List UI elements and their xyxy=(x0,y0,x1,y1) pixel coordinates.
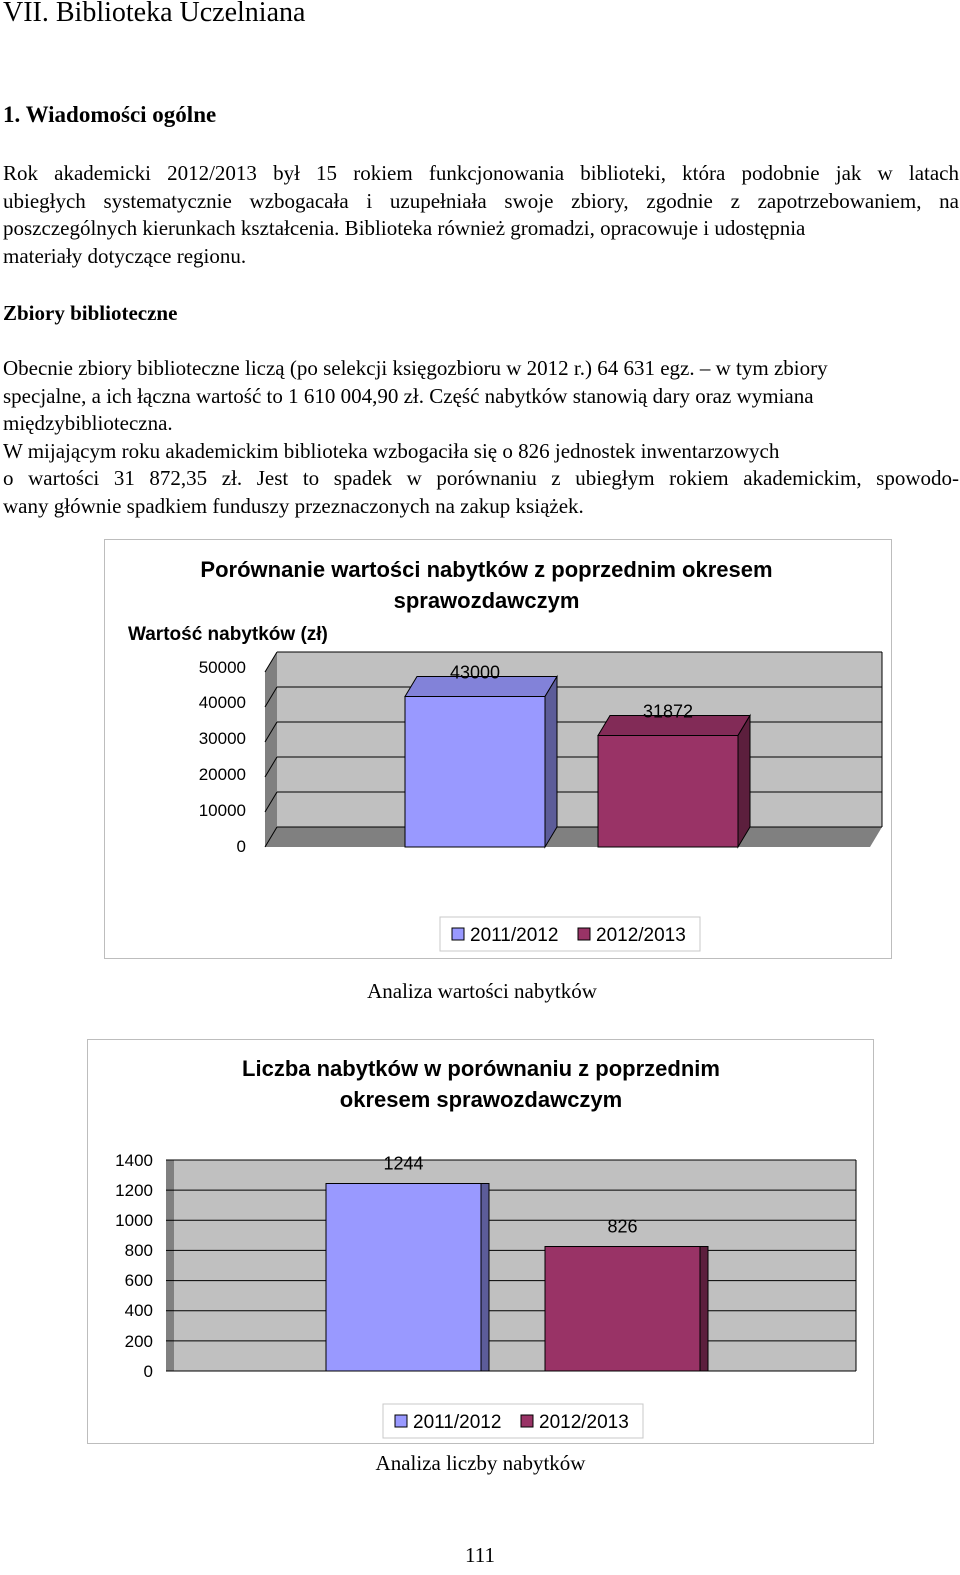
bar-side xyxy=(738,715,750,847)
y-tick-label: 200 xyxy=(124,1332,153,1351)
bar-side xyxy=(545,677,557,848)
paragraph-line: poszczególnych kierunkach kształcenia. Biblioteka również gromadzi, opracowuje i udostępnia xyxy=(3,216,806,240)
bar-2011-2012 xyxy=(326,1184,481,1371)
y-tick-label: 20000 xyxy=(198,765,246,784)
intro-paragraph xyxy=(3,160,959,270)
plot-back-wall xyxy=(277,652,882,827)
y-tick-label: 600 xyxy=(124,1271,153,1290)
bar-2011-2012 xyxy=(405,697,545,848)
section-heading: VII. Biblioteka Uczelniana xyxy=(3,0,306,28)
y-tick-label: 40000 xyxy=(198,693,246,712)
data-label: 43000 xyxy=(449,662,501,683)
chart-title-line: Porównanie wartości nabytków z poprzednim okresem xyxy=(200,557,773,582)
chart-title-line: Liczba nabytków w porównaniu z poprzednim xyxy=(242,1056,720,1081)
chart-title-line: sprawozdawczym xyxy=(393,588,580,613)
y-tick-label: 0 xyxy=(143,1362,153,1381)
y-tick-label: 1000 xyxy=(115,1211,153,1230)
paragraph-line: międzybiblioteczna. xyxy=(3,411,173,435)
figure-caption: Analiza wartości nabytków xyxy=(367,979,597,1003)
legend-swatch xyxy=(395,1415,407,1427)
y-axis-title: Wartość nabytków (zł) xyxy=(128,624,328,645)
legend-swatch xyxy=(452,928,464,940)
chart-count-comparison xyxy=(87,1039,874,1444)
legend-label: 2012/2013 xyxy=(596,925,686,946)
chart-2-svg xyxy=(88,1040,873,1443)
paragraph-line: materiały dotyczące regionu. xyxy=(3,243,247,268)
bar-side xyxy=(700,1247,708,1371)
y-tick-label: 10000 xyxy=(198,801,246,820)
paragraph-line: Obecnie zbiory biblioteczne liczą (po selekcji księgozbioru w 2012 r.) 64 631 egz. – w tym zbiory xyxy=(3,356,828,380)
chart-1-svg xyxy=(105,540,891,958)
collections-subheading: Zbiory biblioteczne xyxy=(3,301,178,325)
plot-side-wall xyxy=(265,652,277,847)
data-label: 1244 xyxy=(383,1153,424,1174)
plot-side-wall xyxy=(166,1160,174,1371)
page-number: 111 xyxy=(465,1543,495,1567)
y-tick-label: 1200 xyxy=(115,1181,153,1200)
chart-value-comparison xyxy=(104,539,892,959)
paragraph-line: o wartości 31 872,35 zł. Jest to spadek w porównaniu z ubiegłym rokiem akademickim, spowodo- xyxy=(3,466,959,490)
legend-label: 2012/2013 xyxy=(539,1412,629,1433)
collections-paragraph xyxy=(3,355,959,520)
bar-side xyxy=(481,1184,489,1371)
plot-back-wall xyxy=(174,1160,856,1371)
bar-2012-2013 xyxy=(545,1247,700,1371)
y-tick-label: 0 xyxy=(236,837,246,856)
bar-2012-2013 xyxy=(598,735,738,847)
legend-swatch xyxy=(521,1415,533,1427)
figure-caption: Analiza liczby nabytków xyxy=(375,1451,586,1475)
data-label: 31872 xyxy=(642,701,694,722)
subsection-heading: 1. Wiadomości ogólne xyxy=(3,102,217,127)
paragraph-line: Rok akademicki 2012/2013 był 15 rokiem funkcjonowania biblioteki, która podobnie jak w latach xyxy=(3,161,959,185)
y-tick-label: 800 xyxy=(124,1241,153,1260)
paragraph-line: W mijającym roku akademickim biblioteka wzbogaciła się o 826 jednostek inwentarzowych xyxy=(3,438,780,463)
y-tick-label: 400 xyxy=(124,1301,153,1320)
y-tick-label: 50000 xyxy=(198,658,246,677)
legend-label: 2011/2012 xyxy=(413,1412,502,1433)
paragraph-line: ubiegłych systematycznie wzbogacała i uzupełniała swoje zbiory, zgodnie z zapotrzebowaniem, na xyxy=(3,188,959,213)
data-label: 826 xyxy=(607,1216,638,1237)
plot-floor xyxy=(265,827,882,847)
paragraph-line: specjalne, a ich łączna wartość to 1 610 004,90 zł. Część nabytków stanowią dary oraz wymiana xyxy=(3,383,814,408)
legend-swatch xyxy=(578,928,590,940)
y-tick-label: 1400 xyxy=(115,1151,153,1170)
chart-title-line: okresem sprawozdawczym xyxy=(339,1087,623,1112)
legend-label: 2011/2012 xyxy=(470,925,559,946)
paragraph-line: wany głównie spadkiem funduszy przeznaczonych na zakup książek. xyxy=(3,493,584,518)
y-tick-label: 30000 xyxy=(198,729,246,748)
